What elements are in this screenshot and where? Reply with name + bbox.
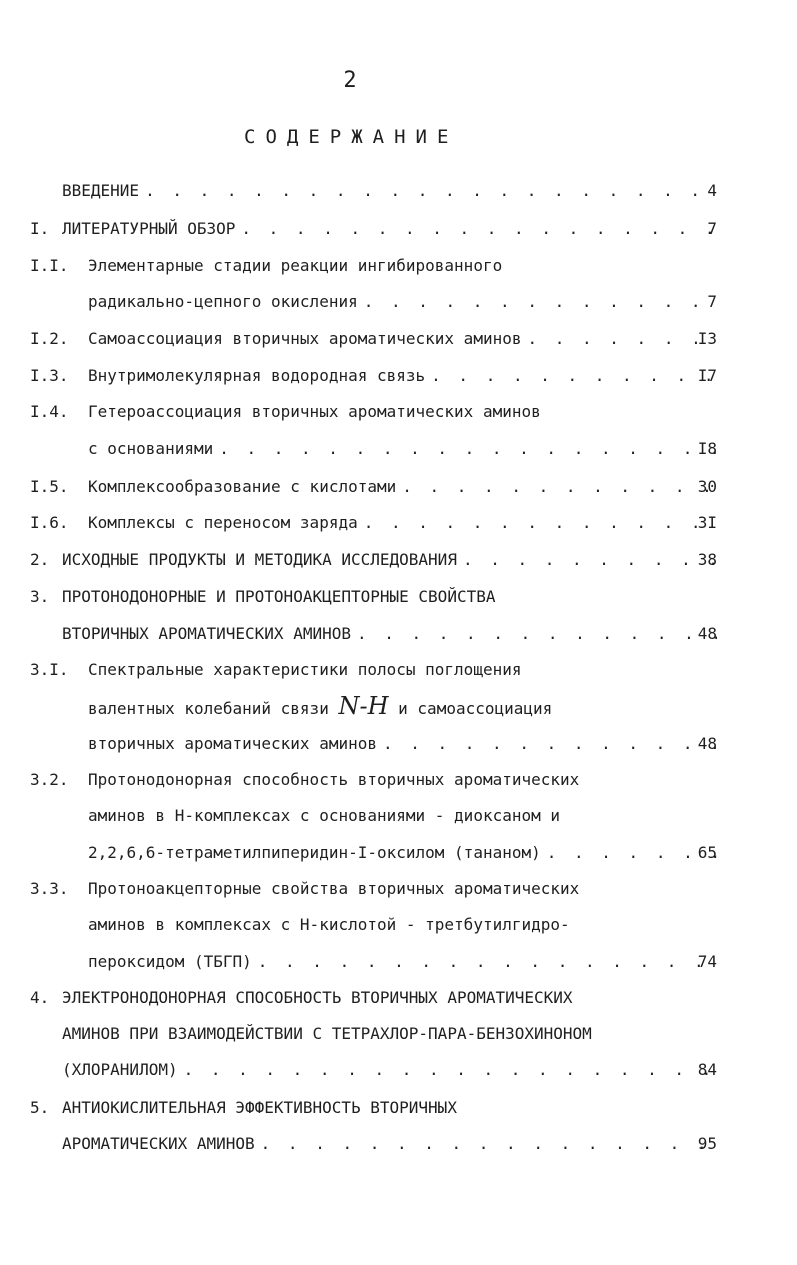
toc-text: Комплексообразование с кислотами xyxy=(88,477,397,496)
toc-page: 3I xyxy=(697,513,717,532)
toc-line-3-3-cont[interactable] xyxy=(0,912,797,938)
toc-line-4[interactable] xyxy=(0,985,797,1011)
toc-line-2[interactable] xyxy=(0,547,797,573)
toc-page: 48 xyxy=(697,624,717,643)
toc-line-3-3-cont2[interactable] xyxy=(0,949,797,975)
toc-page: I7 xyxy=(697,366,717,385)
toc-text: ЭЛЕКТРОНОДОНОРНАЯ СПОСОБНОСТЬ ВТОРИЧНЫХ АРОМАТИЧЕСКИХ xyxy=(62,988,573,1007)
toc-page: 7 xyxy=(707,292,717,311)
toc-text: пероксидом (ТБГП) xyxy=(88,952,252,971)
toc-number: 3.2. xyxy=(30,770,69,789)
toc-page: 65 xyxy=(697,843,717,862)
toc-number: 4. xyxy=(30,988,50,1007)
toc-leader-dots xyxy=(402,474,717,500)
toc-line-1-4[interactable] xyxy=(0,399,797,425)
toc-text: (ХЛОРАНИЛОМ) xyxy=(62,1060,178,1079)
toc-line-3-2-cont[interactable] xyxy=(0,803,797,829)
toc-page: I8 xyxy=(697,439,717,458)
toc-line-3-2[interactable] xyxy=(0,767,797,793)
toc-text: ЛИТЕРАТУРНЫЙ ОБЗОР xyxy=(62,219,236,238)
toc-number: 3. xyxy=(30,587,50,606)
toc-text: Самоассоциация вторичных ароматических аминов xyxy=(88,329,522,348)
n-h-formula: N-H xyxy=(338,693,389,720)
toc-text: Спектральные характеристики полосы поглощения xyxy=(88,660,522,679)
toc-page: 48 xyxy=(697,734,717,753)
toc-number: I.3. xyxy=(30,366,69,385)
toc-leader-dots xyxy=(431,363,717,389)
toc-number: I.5. xyxy=(30,477,69,496)
toc-line-1-6[interactable] xyxy=(0,510,797,536)
toc-line-1-2[interactable] xyxy=(0,326,797,352)
toc-number: 3.3. xyxy=(30,879,69,898)
toc-number: I.4. xyxy=(30,402,69,421)
toc-text: вторичных ароматических аминов xyxy=(88,734,377,753)
toc-text: АРОМАТИЧЕСКИХ АМИНОВ xyxy=(62,1134,255,1153)
toc-number: I.2. xyxy=(30,329,69,348)
toc-text: Гетероассоциация вторичных ароматических аминов xyxy=(88,402,541,421)
toc-leader-dots xyxy=(383,731,717,757)
toc-text: ПРОТОНОДОНОРНЫЕ И ПРОТОНОАКЦЕПТОРНЫЕ СВОЙСТВА xyxy=(62,587,496,606)
toc-text: аминов в комплексах с Н-кислотой - третбутилгидро- xyxy=(88,915,570,934)
toc-page: 7 xyxy=(707,219,717,238)
toc-text: и самоассоциация xyxy=(398,699,553,718)
toc-leader-dots xyxy=(258,949,717,975)
toc-line-4-cont[interactable] xyxy=(0,1021,797,1047)
toc-line-3-1-cont[interactable] xyxy=(0,693,797,719)
toc-text: ИСХОДНЫЕ ПРОДУКТЫ И МЕТОДИКА ИССЛЕДОВАНИЯ xyxy=(62,550,457,569)
toc-text: аминов в Н-комплексах с основаниями - диоксаном и xyxy=(88,806,561,825)
toc-line-1-1[interactable] xyxy=(0,253,797,279)
toc-text: АНТИОКИСЛИТЕЛЬНАЯ ЭФФЕКТИВНОСТЬ ВТОРИЧНЫХ xyxy=(62,1098,457,1117)
toc-leader-dots xyxy=(357,621,717,647)
toc-text: с основаниями xyxy=(88,439,214,458)
toc-leader-dots xyxy=(219,436,717,462)
toc-line-5[interactable] xyxy=(0,1095,797,1121)
toc-leader-dots xyxy=(261,1131,717,1157)
toc-number: I. xyxy=(30,219,50,238)
toc-line-literature-review[interactable] xyxy=(0,216,797,242)
toc-text: Комплексы с переносом заряда xyxy=(88,513,358,532)
toc-leader-dots xyxy=(184,1057,717,1083)
page-title: СОДЕРЖАНИЕ xyxy=(244,126,459,148)
toc-page: 30 xyxy=(697,477,717,496)
toc-line-introduction[interactable] xyxy=(0,178,797,204)
toc-page: I3 xyxy=(697,329,717,348)
toc-line-1-5[interactable] xyxy=(0,474,797,500)
toc-line-3[interactable] xyxy=(0,584,797,610)
toc-text: ВВЕДЕНИЕ xyxy=(62,181,140,200)
toc-leader-dots xyxy=(241,216,717,242)
toc-text: Протонодонорная способность вторичных ароматических xyxy=(88,770,580,789)
toc-line-1-4-cont[interactable] xyxy=(0,436,797,462)
toc-line-3-3[interactable] xyxy=(0,876,797,902)
toc-line-3-2-cont2[interactable] xyxy=(0,840,797,866)
toc-leader-dots xyxy=(364,289,717,315)
toc-text: 2,2,6,6-тетраметилпиперидин-I-оксилом (тананом) xyxy=(88,843,541,862)
toc-text: ВТОРИЧНЫХ АРОМАТИЧЕСКИХ АМИНОВ xyxy=(62,624,351,643)
toc-number: I.I. xyxy=(30,256,69,275)
toc-number: 2. xyxy=(30,550,50,569)
toc-text: Внутримолекулярная водородная связь xyxy=(88,366,426,385)
toc-text: Протоноакцепторные свойства вторичных ароматических xyxy=(88,879,580,898)
toc-number: I.6. xyxy=(30,513,69,532)
toc-leader-dots xyxy=(364,510,717,536)
toc-leader-dots xyxy=(463,547,717,573)
toc-text: Элементарные стадии реакции ингибированного xyxy=(88,256,503,275)
toc-number: 3.I. xyxy=(30,660,69,679)
page-number: 2 xyxy=(343,68,357,93)
toc-page: 74 xyxy=(697,952,717,971)
toc-number: 5. xyxy=(30,1098,50,1117)
toc-line-1-1-cont[interactable] xyxy=(0,289,797,315)
toc-line-3-cont[interactable] xyxy=(0,621,797,647)
toc-line-3-1-cont2[interactable] xyxy=(0,731,797,757)
toc-line-3-1[interactable] xyxy=(0,657,797,683)
toc-page: 38 xyxy=(697,550,717,569)
toc-leader-dots xyxy=(145,178,717,204)
toc-text: радикально-цепного окисления xyxy=(88,292,358,311)
toc-page: 84 xyxy=(697,1060,717,1079)
toc-page: 4 xyxy=(707,181,717,200)
toc-text: АМИНОВ ПРИ ВЗАИМОДЕЙСТВИИ С ТЕТРАХЛОР-ПАРА-БЕНЗОХИНОНОМ xyxy=(62,1024,592,1043)
toc-line-1-3[interactable] xyxy=(0,363,797,389)
toc-line-4-cont2[interactable] xyxy=(0,1057,797,1083)
toc-text: валентных колебаний связи xyxy=(88,699,329,718)
toc-line-5-cont[interactable] xyxy=(0,1131,797,1157)
toc-page: 95 xyxy=(697,1134,717,1153)
